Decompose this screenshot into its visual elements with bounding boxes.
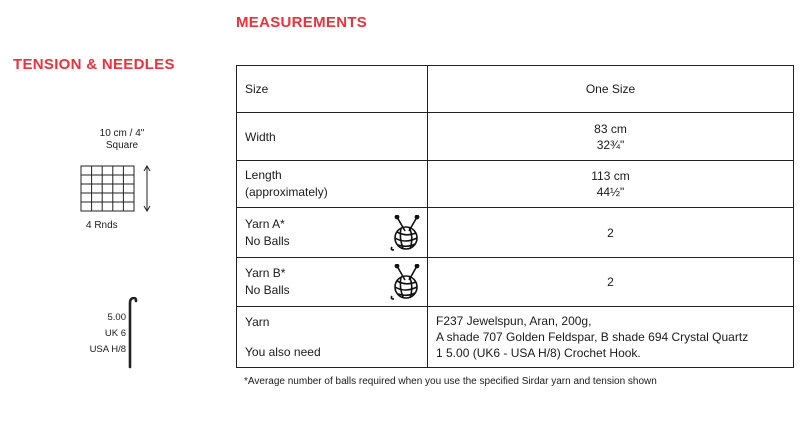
width-value — [428, 113, 794, 161]
yarn-ball-icon — [389, 264, 423, 300]
table-row-yarn — [237, 307, 794, 368]
yarn-a-value: 2 — [428, 208, 794, 258]
table-row-yarn-b — [237, 258, 794, 307]
length-label-line1: Length — [245, 168, 282, 182]
table-row-size — [237, 66, 794, 113]
hook-size-uk: UK 6 — [104, 328, 126, 339]
yarn-label-line1: Yarn — [245, 315, 270, 329]
size-value: One Size — [428, 66, 794, 113]
yarn-b-label-line1: Yarn B* — [245, 266, 286, 280]
footnote: *Average number of balls required when you use the specified Sirdar yarn and tension shown — [244, 376, 657, 387]
tension-size-label — [85, 128, 159, 152]
length-label-line2: (approximately) — [245, 185, 328, 199]
tension-size-line2: Square — [105, 140, 139, 151]
length-label — [237, 161, 428, 208]
yarn-b-value: 2 — [428, 258, 794, 307]
width-cm: 83 cm — [594, 121, 627, 136]
tension-needles-heading: TENSION & NEEDLES — [13, 56, 175, 73]
yarn-b-label — [237, 258, 428, 307]
yarn-b-label-line2: No Balls — [245, 283, 290, 297]
hook-size-usa: USA H/8 — [89, 344, 126, 355]
yarn-a-label-line2: No Balls — [245, 233, 290, 248]
width-in: 32¾" — [596, 137, 625, 152]
yarn-value-line1: F237 Jewelspun, Aran, 200g, — [436, 314, 592, 328]
yarn-value-line2: A shade 707 Golden Feldspar, B shade 694 Crystal Quartz — [436, 330, 749, 344]
table-row-width — [237, 113, 794, 161]
yarn-value-line3: 1 5.00 (UK6 - USA H/8) Crochet Hook. — [436, 346, 641, 360]
size-label: Size — [237, 66, 428, 113]
yarn-value — [428, 307, 794, 368]
tension-size-line1: 10 cm / 4" — [99, 128, 145, 139]
length-cm: 113 cm — [591, 169, 630, 183]
table-row-yarn-a — [237, 208, 794, 258]
table-row-length — [237, 161, 794, 208]
width-label: Width — [237, 113, 428, 161]
length-value — [428, 161, 794, 208]
yarn-a-label — [237, 208, 428, 258]
crochet-hook-icon — [126, 297, 138, 369]
hook-size-metric: 5.00 — [107, 312, 126, 323]
tension-grid-icon — [80, 165, 156, 215]
length-in: 44½" — [596, 185, 625, 199]
yarn-a-label-line1: Yarn A* — [245, 216, 285, 231]
yarn-ball-icon — [389, 215, 423, 251]
tension-rounds-label: 4 Rnds — [86, 220, 118, 231]
yarn-label — [237, 307, 428, 368]
yarn-label-line2: You also need — [245, 345, 321, 359]
measurements-heading: MEASUREMENTS — [236, 14, 368, 31]
measurements-table — [236, 65, 794, 368]
